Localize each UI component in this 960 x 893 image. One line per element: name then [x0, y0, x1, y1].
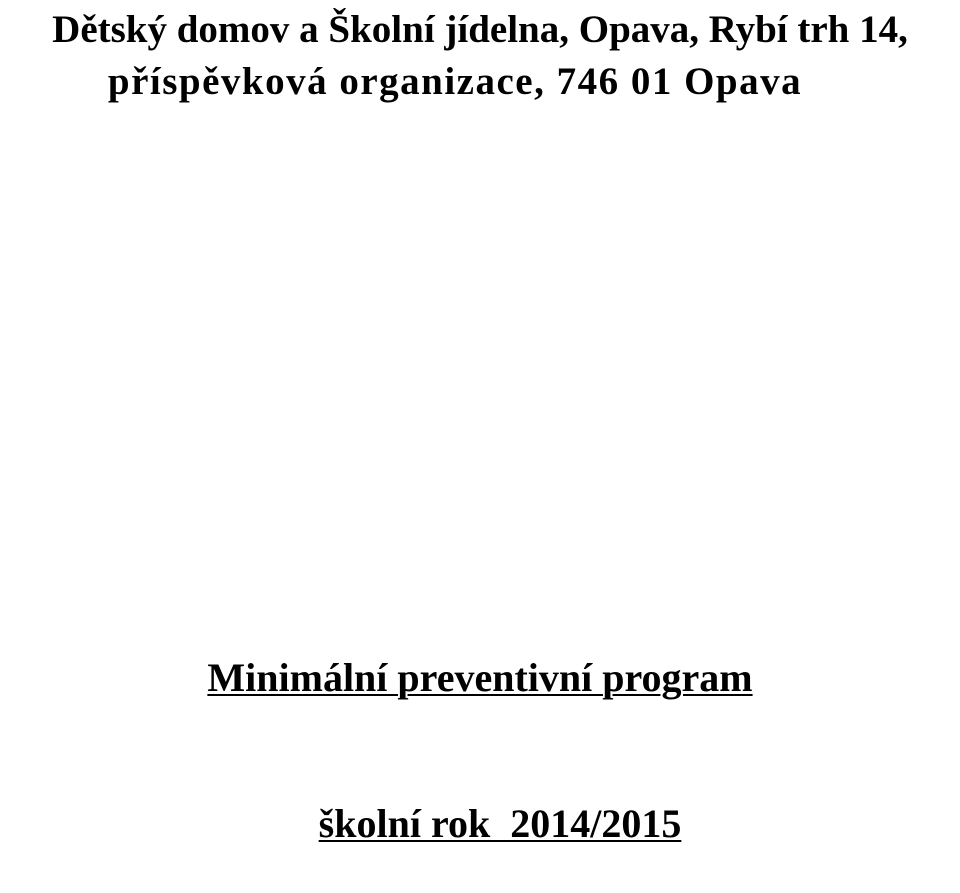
program-title: Minimální preventivní program: [207, 655, 753, 700]
institution-name-line-2: příspěvková organizace, 746 01 Opava: [107, 60, 803, 103]
institution-name-line-1: Dětský domov a Školní jídelna, Opava, Rybí trh 14,: [52, 8, 908, 51]
school-year: školní rok 2014/2015: [318, 801, 682, 846]
program-title-block: [0, 655, 960, 701]
school-year-block: [0, 755, 960, 893]
